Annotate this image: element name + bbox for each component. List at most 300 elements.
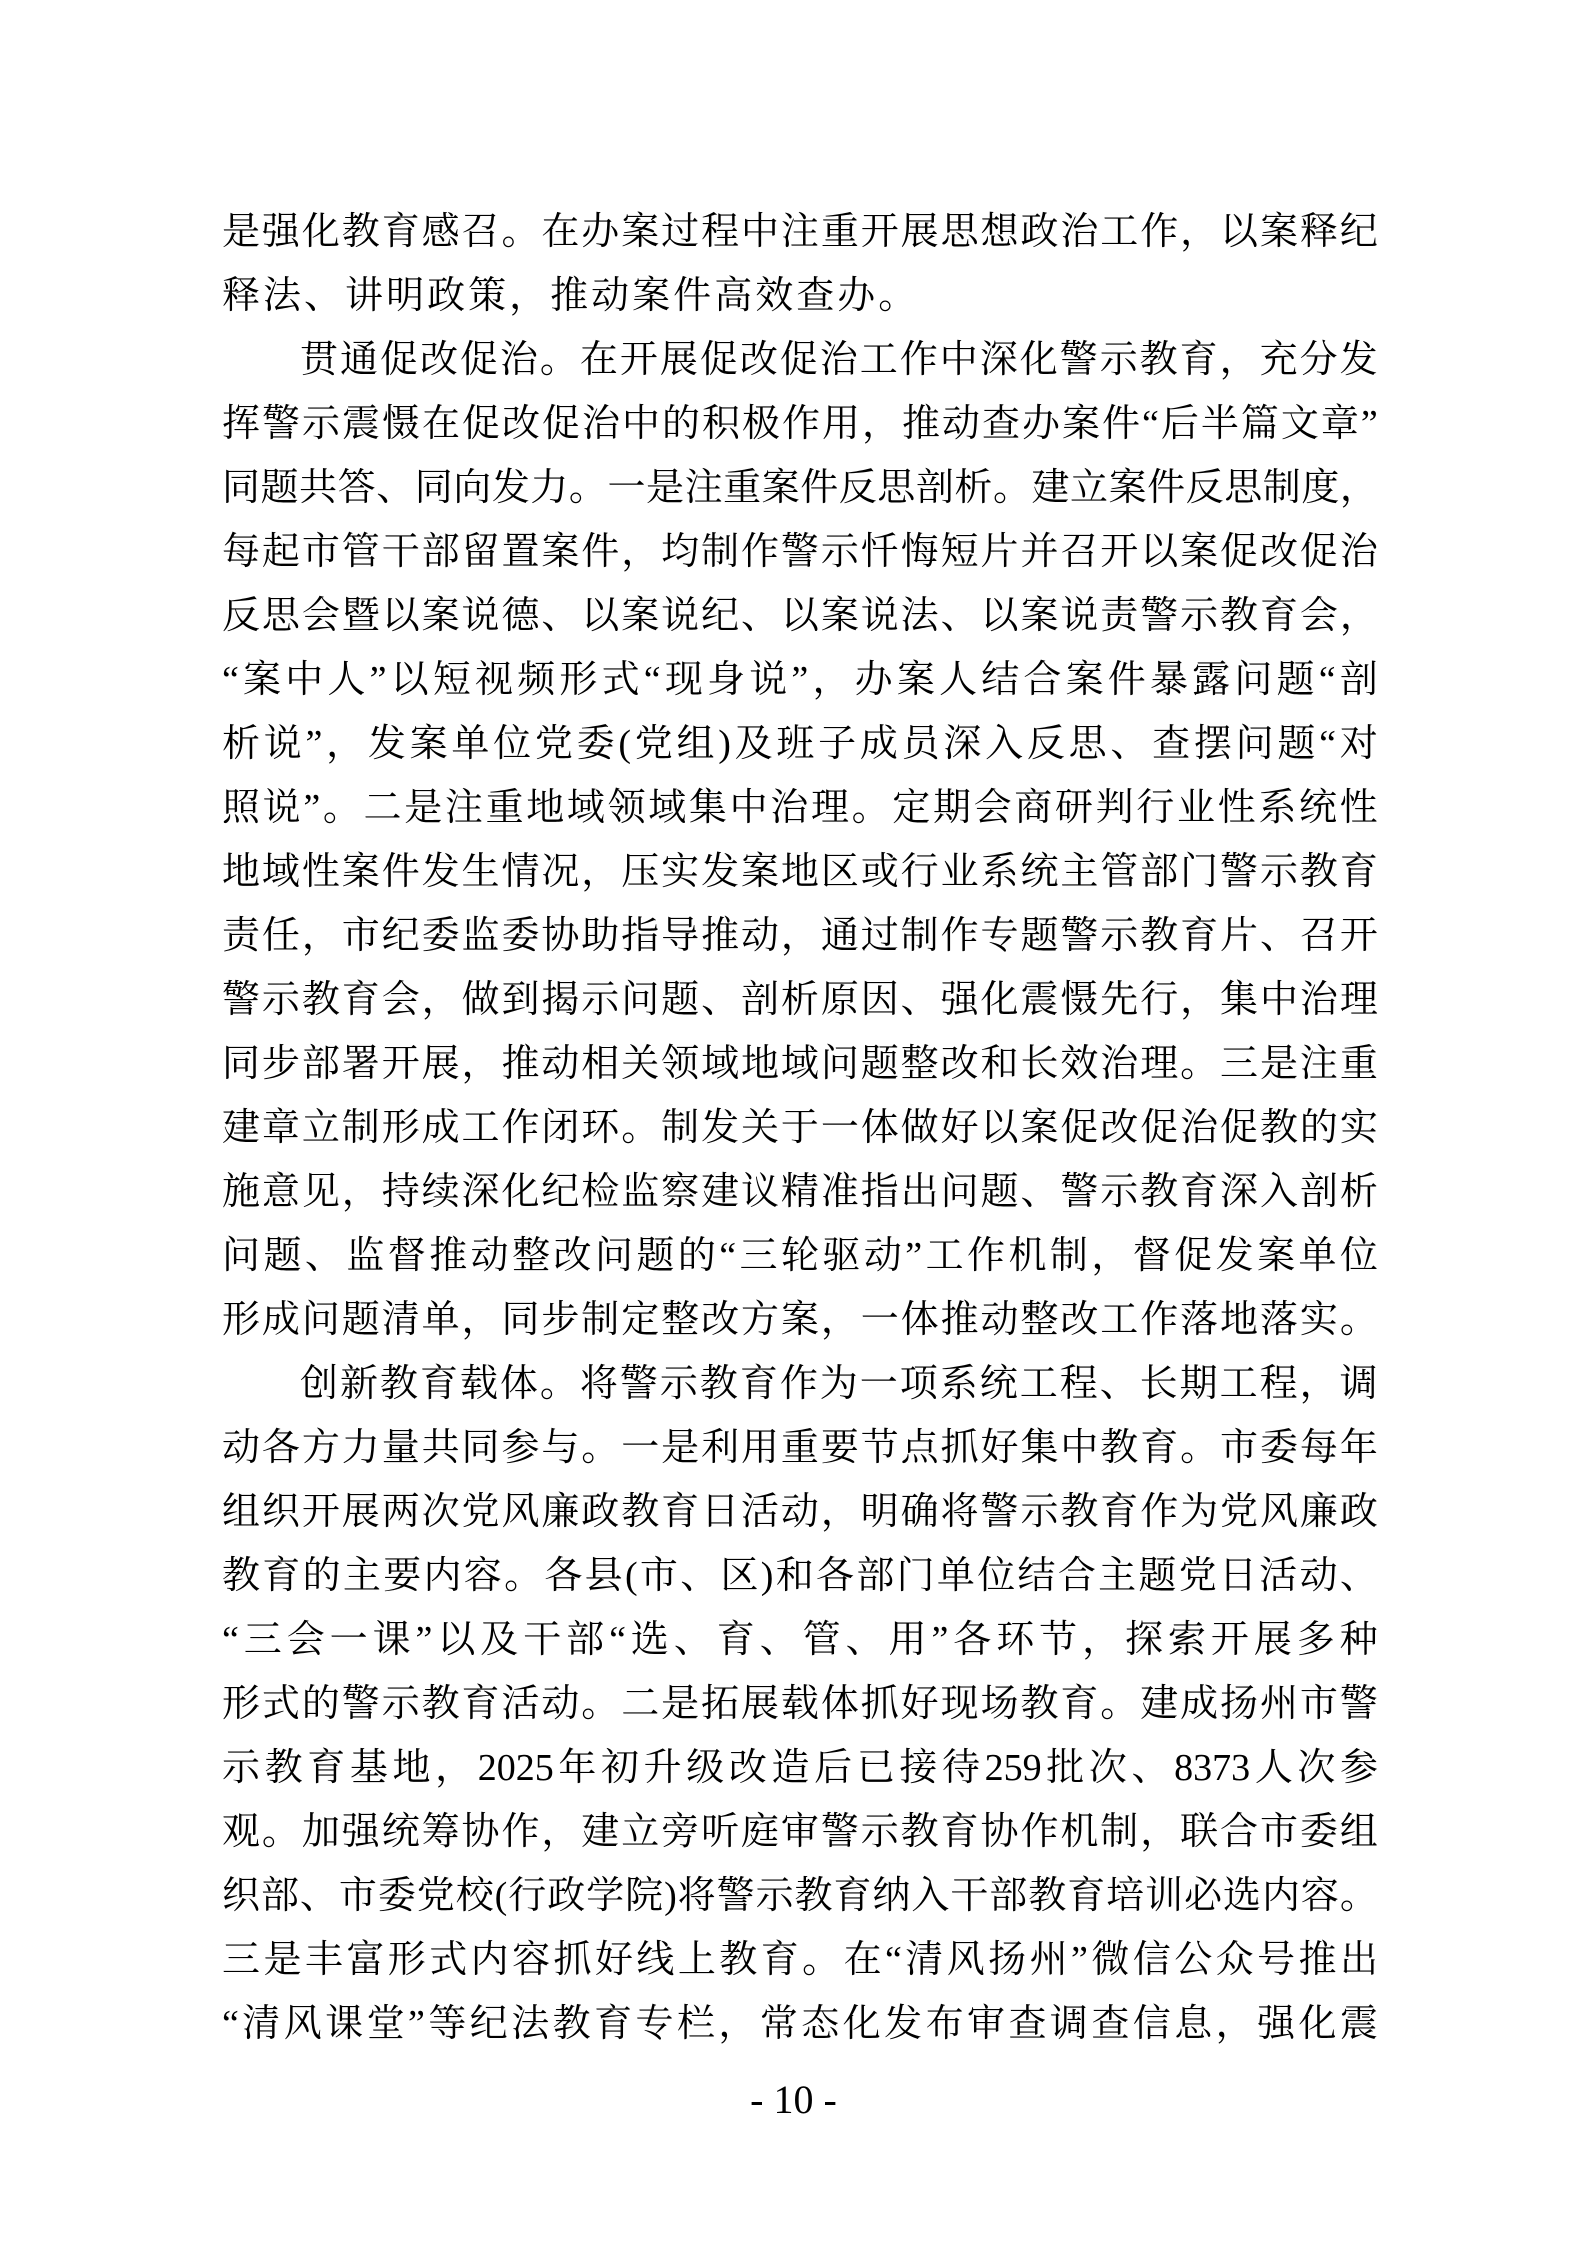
text-token: 制 (1262, 467, 1301, 509)
text-token: 成 (421, 1107, 460, 1149)
text-token: 造 (771, 1747, 810, 1789)
text-token: 听 (701, 1811, 740, 1853)
text-token: 教 (900, 1811, 939, 1853)
text-token: 化 (980, 979, 1019, 1021)
text-token: 析 (222, 723, 261, 765)
text-token: 开 (301, 1491, 340, 1533)
text-token: 态 (801, 2003, 840, 2045)
text-token: 强 (341, 1811, 380, 1853)
text-token: 文 (1280, 403, 1319, 445)
text-token: 检 (581, 1171, 620, 1213)
text-line (222, 328, 1378, 392)
text-token: 度 (1301, 467, 1340, 509)
text-line (222, 584, 1378, 648)
text-token: 促 (459, 339, 498, 381)
text-token: 案 (1020, 595, 1059, 637)
text-token: 案 (820, 595, 859, 637)
text-token: 观 (222, 1811, 261, 1853)
text-token: 要 (383, 1555, 422, 1597)
text-token: 、 (759, 1619, 798, 1661)
text-token: 治 (819, 339, 858, 381)
text-token: ， (820, 1299, 859, 1341)
text-token: 委 (501, 915, 540, 957)
text-token: ” (369, 659, 387, 701)
text-token: 日 (701, 1491, 740, 1533)
text-token: 治 (1180, 1107, 1219, 1149)
text-token: 清 (381, 1299, 420, 1341)
text-token: 必 (1184, 1875, 1223, 1917)
text-token: 位 (493, 723, 532, 765)
text-token: 改 (728, 1747, 767, 1789)
text-token: 促 (1220, 1107, 1259, 1149)
text-token: 接 (899, 1747, 938, 1789)
text-token: 问 (594, 1235, 633, 1277)
text-token: 案 (341, 851, 380, 893)
text-token: 监 (621, 1171, 660, 1213)
text-token: 导 (661, 915, 700, 957)
text-token: 节 (860, 1427, 899, 1469)
text-token: “ (222, 1619, 239, 1661)
text-token: ， (461, 1299, 500, 1341)
text-token: 用 (740, 1427, 779, 1469)
text-token: 抓 (553, 1939, 592, 1981)
text-token: 视 (475, 659, 514, 701)
text-token: 人 (1254, 1747, 1293, 1789)
text-token: 。 (539, 339, 578, 381)
text-token: 展 (1253, 1619, 1292, 1661)
text-token: 示 (1259, 851, 1298, 893)
text-token: 中 (740, 211, 779, 253)
text-token: 行 (900, 851, 939, 893)
text-line (222, 1928, 1378, 1992)
text-token: 持 (381, 1171, 420, 1213)
text-token: 将 (677, 1875, 716, 1917)
text-token: 释 (222, 275, 261, 317)
text-token: 短 (940, 531, 979, 573)
text-token: 示 (1020, 1491, 1059, 1533)
text-token: 259 (984, 1747, 1042, 1789)
text-token: 信 (1132, 1939, 1171, 1981)
text-token: 丰 (304, 1939, 343, 1981)
text-token: 案 (409, 723, 448, 765)
text-token: 成 (859, 723, 898, 765)
text-line (222, 1800, 1378, 1864)
text-token: 警 (222, 979, 261, 1021)
text-token: 召 (1299, 915, 1338, 957)
text-token: 促 (462, 403, 501, 445)
text-token: 警 (262, 403, 301, 445)
text-token: ， (461, 1043, 500, 1085)
text-token: 域 (701, 1043, 740, 1085)
text-token: 一 (860, 1299, 899, 1341)
text-token: 重 (780, 1427, 819, 1469)
text-token: 各 (544, 1555, 583, 1597)
text-token: 策 (468, 275, 507, 317)
text-token: 展 (900, 211, 939, 253)
text-token: 、 (740, 595, 779, 637)
text-token: 明 (860, 1491, 899, 1533)
text-token: 注 (444, 787, 483, 829)
text-token: 化 (842, 2003, 881, 2045)
text-token: 育 (1180, 1171, 1219, 1213)
text-token: 警 (1059, 339, 1098, 381)
text-token: 做 (461, 979, 500, 1021)
text-token: “ (643, 659, 661, 701)
text-token: 件 (381, 851, 420, 893)
text-token: 反 (1185, 467, 1224, 509)
text-token: 整 (661, 1299, 700, 1341)
text-token: 动 (942, 403, 981, 445)
text-token: 二 (621, 1683, 660, 1725)
text-token: 理 (1339, 979, 1378, 1021)
text-token: 拓 (701, 1683, 740, 1725)
text-token: 主 (342, 1555, 381, 1597)
text-token: 注 (780, 211, 819, 253)
text-token: 情 (501, 851, 540, 893)
text-token: 结 (981, 659, 1020, 701)
text-token: 教 (1259, 1107, 1298, 1149)
text-token: 以 (581, 595, 620, 637)
text-token: 基 (349, 1747, 388, 1789)
text-token: 会 (1299, 595, 1338, 637)
text-token: 形 (222, 1299, 261, 1341)
text-token: 好 (980, 1427, 1019, 1469)
text-token: 定 (892, 787, 931, 829)
text-token: 三 (739, 1235, 778, 1277)
text-token: 长 (1139, 1363, 1178, 1405)
text-token: 思 (1068, 723, 1107, 765)
text-token: 展 (341, 1491, 380, 1533)
text-token: 将 (579, 1363, 618, 1405)
text-token: 好 (594, 1939, 633, 1981)
text-token: 办 (581, 211, 620, 253)
text-token: 、 (299, 1875, 338, 1917)
text-token: 活 (1259, 1555, 1298, 1597)
text-line (222, 1352, 1378, 1416)
text-token: 以 (437, 1619, 476, 1661)
text-token: 是 (263, 1939, 302, 1981)
text-token: 部 (989, 1875, 1028, 1917)
text-token: 治 (1060, 211, 1099, 253)
text-token: 。 (621, 1107, 660, 1149)
text-token: 、 (940, 595, 979, 637)
text-token: 召 (461, 211, 500, 253)
text-token: 培 (1106, 1875, 1145, 1917)
text-token: 步 (261, 1043, 300, 1085)
text-token: 院 (625, 1875, 664, 1917)
text-token: 育 (1067, 1875, 1106, 1917)
text-token: 发 (421, 851, 460, 893)
text-token: 推 (902, 403, 941, 445)
text-token: 域 (648, 787, 687, 829)
text-token: 作 (501, 1811, 540, 1853)
text-token: 用 (888, 1619, 927, 1661)
text-token: 育 (661, 1491, 700, 1533)
text-token: 并 (1020, 531, 1059, 573)
text-token: 布 (925, 2003, 964, 2045)
text-token: 促 (699, 339, 738, 381)
text-token: 业 (1176, 787, 1215, 829)
text-token: 教 (1100, 1427, 1139, 1469)
text-token: 说 (749, 659, 788, 701)
text-token: 地 (780, 851, 819, 893)
text-token: 动 (591, 275, 630, 317)
text-token: ， (1091, 1235, 1130, 1277)
text-token: ， (435, 1747, 474, 1789)
text-token: 干 (381, 531, 420, 573)
text-token: 。 (261, 1811, 300, 1853)
text-token: 教 (1060, 1491, 1099, 1533)
text-token: 上 (677, 1939, 716, 1981)
text-token: 析 (1339, 1171, 1378, 1213)
text-token: 商 (1014, 787, 1053, 829)
text-token: 件 (1102, 403, 1141, 445)
text-token: 化 (1019, 339, 1058, 381)
text-token: 过 (860, 915, 899, 957)
text-token: 身 (707, 659, 746, 701)
text-token: 短 (432, 659, 471, 701)
text-token: 清 (242, 2003, 281, 2045)
text-token: 章 (1320, 403, 1359, 445)
text-token: 推 (429, 1235, 468, 1277)
text-token: 项 (899, 1363, 938, 1405)
text-token: 明 (386, 275, 425, 317)
text-token: 息 (1174, 2003, 1213, 2045)
text-token: 研 (1054, 787, 1093, 829)
text-token: 风 (283, 2003, 322, 2045)
text-token: 域 (780, 1043, 819, 1085)
text-token: 照 (222, 787, 261, 829)
text-token: 说 (860, 595, 899, 637)
text-token: 改 (701, 1299, 740, 1341)
document-body (222, 200, 1378, 2056)
text-token: 工 (925, 1235, 964, 1277)
text-token: 织 (261, 1491, 300, 1533)
text-token: 校 (455, 1875, 494, 1917)
text-token: 在 (541, 211, 580, 253)
text-token: 教 (1140, 915, 1179, 957)
text-token: 警 (820, 1811, 859, 1853)
text-token: 调 (1049, 2003, 1088, 2045)
text-token: 育 (307, 1747, 346, 1789)
text-token: 筹 (421, 1811, 460, 1853)
text-token: 部 (1140, 851, 1179, 893)
text-token: 中 (729, 787, 768, 829)
text-token: 力 (341, 1427, 380, 1469)
text-token: 会 (286, 1619, 325, 1661)
text-token: 长 (1020, 1043, 1059, 1085)
text-token: 题 (1277, 723, 1316, 765)
text-token: 置 (501, 531, 540, 573)
text-token: 见 (301, 1171, 340, 1213)
text-token: 贯 (300, 339, 339, 381)
text-token: 选 (1223, 1875, 1262, 1917)
text-token: 好 (900, 1683, 939, 1725)
text-token: 领 (607, 787, 646, 829)
text-token: 查 (1152, 723, 1191, 765)
text-token: 生 (461, 851, 500, 893)
text-token: 各 (816, 1555, 855, 1597)
text-token: 行 (1140, 979, 1179, 1021)
text-token: 促 (1060, 1107, 1099, 1149)
text-line (222, 1992, 1378, 2056)
text-token: 区 (720, 1555, 759, 1597)
text-token: 种 (1339, 1619, 1378, 1661)
text-token: 一 (820, 1107, 859, 1149)
text-token: 治 (1299, 979, 1338, 1021)
text-token: 准 (820, 1171, 859, 1213)
text-token: 警 (1060, 1171, 1099, 1213)
text-token: 性 (1339, 787, 1378, 829)
text-token: 促 (1299, 531, 1338, 573)
text-token: 索 (1167, 1619, 1206, 1661)
text-token: 以 (780, 595, 819, 637)
text-token: ” (931, 1619, 949, 1661)
text-token: 制 (341, 1107, 380, 1149)
text-token: 纪 (469, 2003, 508, 2045)
text-token: 篇 (1240, 403, 1279, 445)
text-token: 组 (676, 723, 715, 765)
text-line (222, 648, 1378, 712)
text-token: 积 (702, 403, 741, 445)
text-token: 反 (222, 595, 261, 637)
text-token: 施 (222, 1171, 261, 1213)
text-token: 共 (421, 1427, 460, 1469)
text-token: 集 (688, 787, 727, 829)
text-token: 。 (1339, 1875, 1378, 1917)
text-token: 通 (820, 915, 859, 957)
text-token: 体 (860, 1107, 899, 1149)
text-token: 与 (541, 1427, 580, 1469)
text-token: 廉 (541, 1491, 580, 1533)
text-token: 改 (940, 1043, 979, 1085)
text-token: 确 (900, 1491, 939, 1533)
text-token: 震 (1339, 2003, 1378, 2045)
text-token: 挥 (222, 403, 261, 445)
text-token: 行 (508, 1875, 547, 1917)
text-token: ， (718, 2003, 757, 2045)
text-token: 各 (953, 1619, 992, 1661)
text-token: 部 (301, 1043, 340, 1085)
text-token: ， (1140, 1811, 1179, 1853)
text-token: 作 (1020, 1811, 1059, 1853)
text-token: 管 (1100, 851, 1139, 893)
text-token: 制 (1100, 1811, 1139, 1853)
text-token: 教 (699, 1363, 738, 1405)
text-token: 部 (856, 1555, 895, 1597)
text-token: 、 (701, 979, 740, 1021)
text-token: 节 (1039, 1619, 1078, 1661)
text-token: 、 (541, 595, 580, 637)
text-token: 责 (222, 915, 261, 957)
text-token: 促 (1140, 1107, 1179, 1149)
text-token: 同 (414, 467, 453, 509)
text-token: 环 (996, 1619, 1035, 1661)
text-token: 高 (714, 275, 753, 317)
text-token: 关 (740, 1107, 779, 1149)
text-token: 件 (1107, 659, 1146, 701)
text-token: 体 (900, 1299, 939, 1341)
text-token: 多 (1296, 1619, 1335, 1661)
text-token: 强 (940, 979, 979, 1021)
text-token: 建 (222, 1107, 261, 1149)
text-token: 因 (860, 979, 899, 1021)
text-token: 州 (1259, 1683, 1298, 1725)
text-token: 的 (302, 1555, 341, 1597)
text-token: 警 (1339, 1683, 1378, 1725)
text-token: 深 (1220, 1171, 1259, 1213)
text-token: 警 (619, 1363, 658, 1405)
text-token: 、 (304, 1235, 343, 1277)
text-token: 次 (1297, 1747, 1336, 1789)
text-token: ” (415, 1619, 433, 1661)
text-token: 合 (1023, 659, 1062, 701)
text-token: 庭 (740, 1811, 779, 1853)
text-token: 育 (1100, 1491, 1139, 1533)
text-token: 系 (939, 1363, 978, 1405)
text-token: ， (1219, 339, 1258, 381)
text-token: 场 (980, 1683, 1019, 1725)
text-token: 结 (1017, 1555, 1056, 1597)
text-token: 育 (594, 2003, 633, 2045)
text-token: 审 (967, 2003, 1006, 2045)
text-token: 政 (581, 1491, 620, 1533)
text-token: 题 (263, 1235, 302, 1277)
text-token: 用 (822, 403, 861, 445)
text-token: 指 (860, 1171, 899, 1213)
text-token: 三 (1220, 1043, 1259, 1085)
text-token: 督 (1132, 1235, 1171, 1277)
text-token: “ (885, 1939, 902, 1981)
text-token: 育 (716, 1619, 755, 1661)
text-token: 教 (421, 1683, 460, 1725)
text-token: 闭 (541, 1107, 580, 1149)
text-token: 展 (421, 1043, 460, 1085)
text-token: 暨 (341, 595, 380, 637)
text-token: 效 (755, 275, 794, 317)
text-line (222, 1096, 1378, 1160)
text-token: 内 (1261, 1875, 1300, 1917)
text-token: 反 (1026, 723, 1065, 765)
text-token: 主 (1098, 1555, 1137, 1597)
text-token: 发 (367, 723, 406, 765)
text-token: 德 (501, 595, 540, 637)
text-token: ， (862, 403, 901, 445)
text-line (222, 392, 1378, 456)
text-token: 会 (381, 979, 420, 1021)
text-token: 市 (1220, 1427, 1259, 1469)
text-token: 载 (780, 1683, 819, 1725)
text-token: 式 (261, 1683, 300, 1725)
text-token: 动 (1299, 1555, 1338, 1597)
text-token: 改 (739, 339, 778, 381)
text-token: 纪 (1339, 211, 1378, 253)
text-token: 调 (1339, 1363, 1378, 1405)
text-token: 原 (820, 979, 859, 1021)
text-token: 重 (1339, 1043, 1378, 1085)
text-token: 形 (381, 1107, 420, 1149)
text-token: 课 (325, 2003, 364, 2045)
text-token: 清 (905, 1939, 944, 1981)
text-line (222, 1224, 1378, 1288)
text-token: ， (421, 979, 460, 1021)
text-token: 暴 (1149, 659, 1188, 701)
text-token: 风 (946, 1939, 985, 1981)
text-token: 探 (1125, 1619, 1164, 1661)
text-token: 化 (1298, 2003, 1337, 2045)
text-token: 。 (568, 467, 607, 509)
text-token: 重 (820, 211, 859, 253)
